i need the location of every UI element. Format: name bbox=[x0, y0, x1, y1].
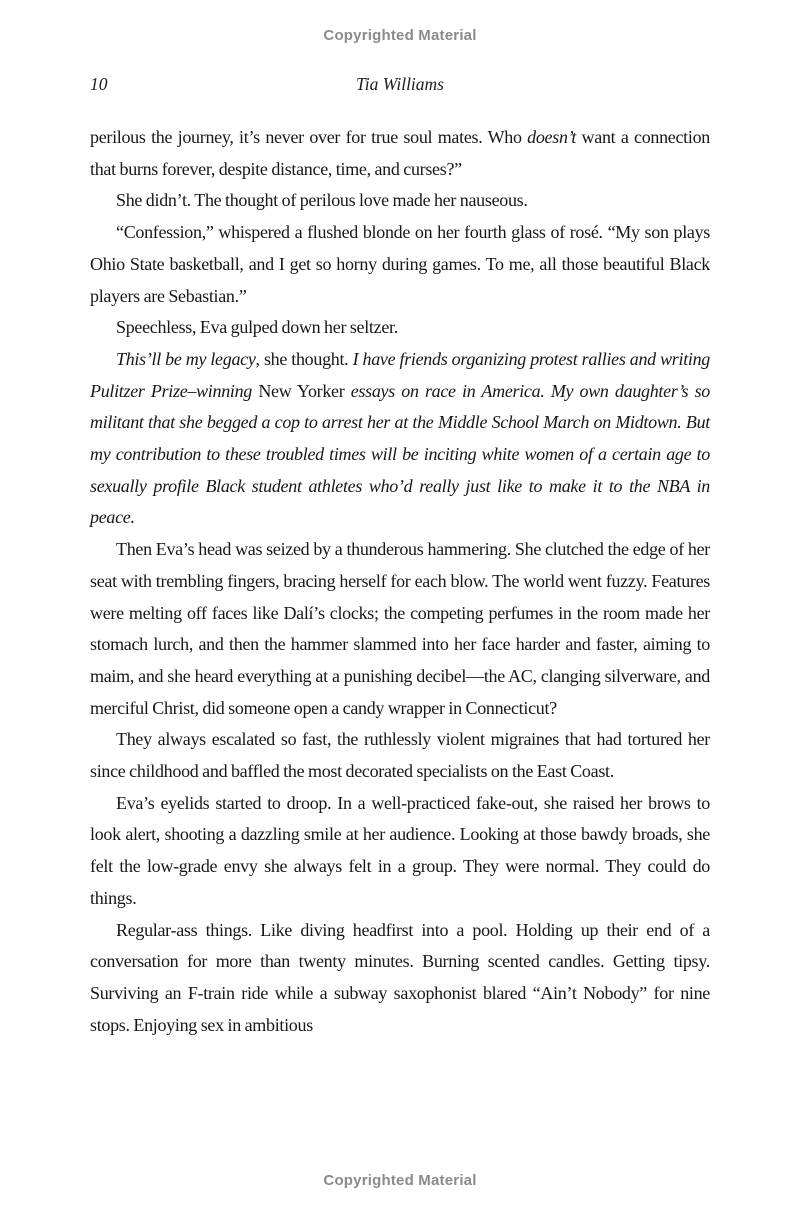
text-run: She didn’t. The thought of perilous love made her nauseous. bbox=[116, 190, 528, 211]
paragraph bbox=[90, 724, 710, 787]
italic-run: essays on race in America. My own daughter’s so militant that she begged a cop to arrest her at the Middle School March on Midtown. But my contribution to these troubled times will be inciting white women of a certain age to sexually profile Black student athletes who’d really just like to make it to the NBA in peace. bbox=[90, 380, 710, 528]
body-text bbox=[90, 122, 710, 1041]
italic-run: I have friends organizing protest rallies and writing Pulitzer Prize–winning bbox=[90, 348, 710, 401]
running-header bbox=[90, 74, 710, 95]
paragraph bbox=[90, 185, 710, 217]
paragraph bbox=[90, 217, 710, 312]
paragraph bbox=[90, 915, 710, 1042]
text-run: Eva’s eyelids started to droop. In a well-practiced fake-out, she raised her brows to look alert, shooting a dazzling smile at her audience. Looking at those bawdy broads, she felt the low-grade envy she always felt in a group. They were normal. They could do things. bbox=[90, 792, 710, 908]
text-run: “Confession,” whispered a flushed blonde on her fourth glass of rosé. “My son plays Ohio State basketball, and I get so horny during games. To me, all those beautiful Black players are Sebastian.” bbox=[90, 222, 710, 306]
text-run: They always escalated so fast, the ruthlessly violent migraines that had tortured her since childhood and baffled the most decorated specialists on the East Coast. bbox=[90, 729, 710, 782]
italic-run: doesn’t bbox=[527, 127, 577, 147]
italic-run: This’ll be my legacy bbox=[116, 348, 256, 369]
copyright-notice-bottom: Copyrighted Material bbox=[323, 1172, 477, 1189]
paragraph bbox=[90, 312, 710, 344]
paragraph bbox=[90, 788, 710, 915]
paragraph bbox=[90, 344, 710, 534]
text-run: perilous the journey, it’s never over for true soul mates. Who bbox=[90, 127, 528, 147]
text-run: Then Eva’s head was seized by a thunderous hammering. She clutched the edge of her seat with trembling fingers, bracing herself for each blow. The world went fuzzy. Features were melting off faces like Dalí’s clocks; the competing perfumes in the room made her stomach lurch, and then the hammer slammed into her face harder and faster, aiming to maim, and she heard everything at a punishing decibel—the AC, clanging silverware, and merciful Christ, did someone open a candy wrapper in Connecticut? bbox=[90, 539, 710, 718]
text-run: want a connection that burns forever, despite distance, time, and curses?” bbox=[90, 127, 710, 179]
text-run: Speechless, Eva gulped down her seltzer. bbox=[116, 317, 398, 338]
running-head-author: Tia Williams bbox=[355, 74, 444, 94]
paragraph bbox=[90, 122, 710, 185]
paragraph bbox=[90, 534, 710, 724]
copyright-notice-top: Copyrighted Material bbox=[323, 27, 477, 44]
text-run: Regular-ass things. Like diving headfirst into a pool. Holding up their end of a conversation for more than twenty minutes. Burning scented candles. Getting tipsy. Surviving an F-train ride while a subway saxophonist blared “Ain’t Nobody” for nine stops. Enjoying sex in ambitious bbox=[90, 919, 710, 1035]
page-number: 10 bbox=[90, 74, 108, 94]
text-run: , she thought. bbox=[255, 348, 353, 369]
text-run: New Yorker bbox=[258, 380, 345, 401]
